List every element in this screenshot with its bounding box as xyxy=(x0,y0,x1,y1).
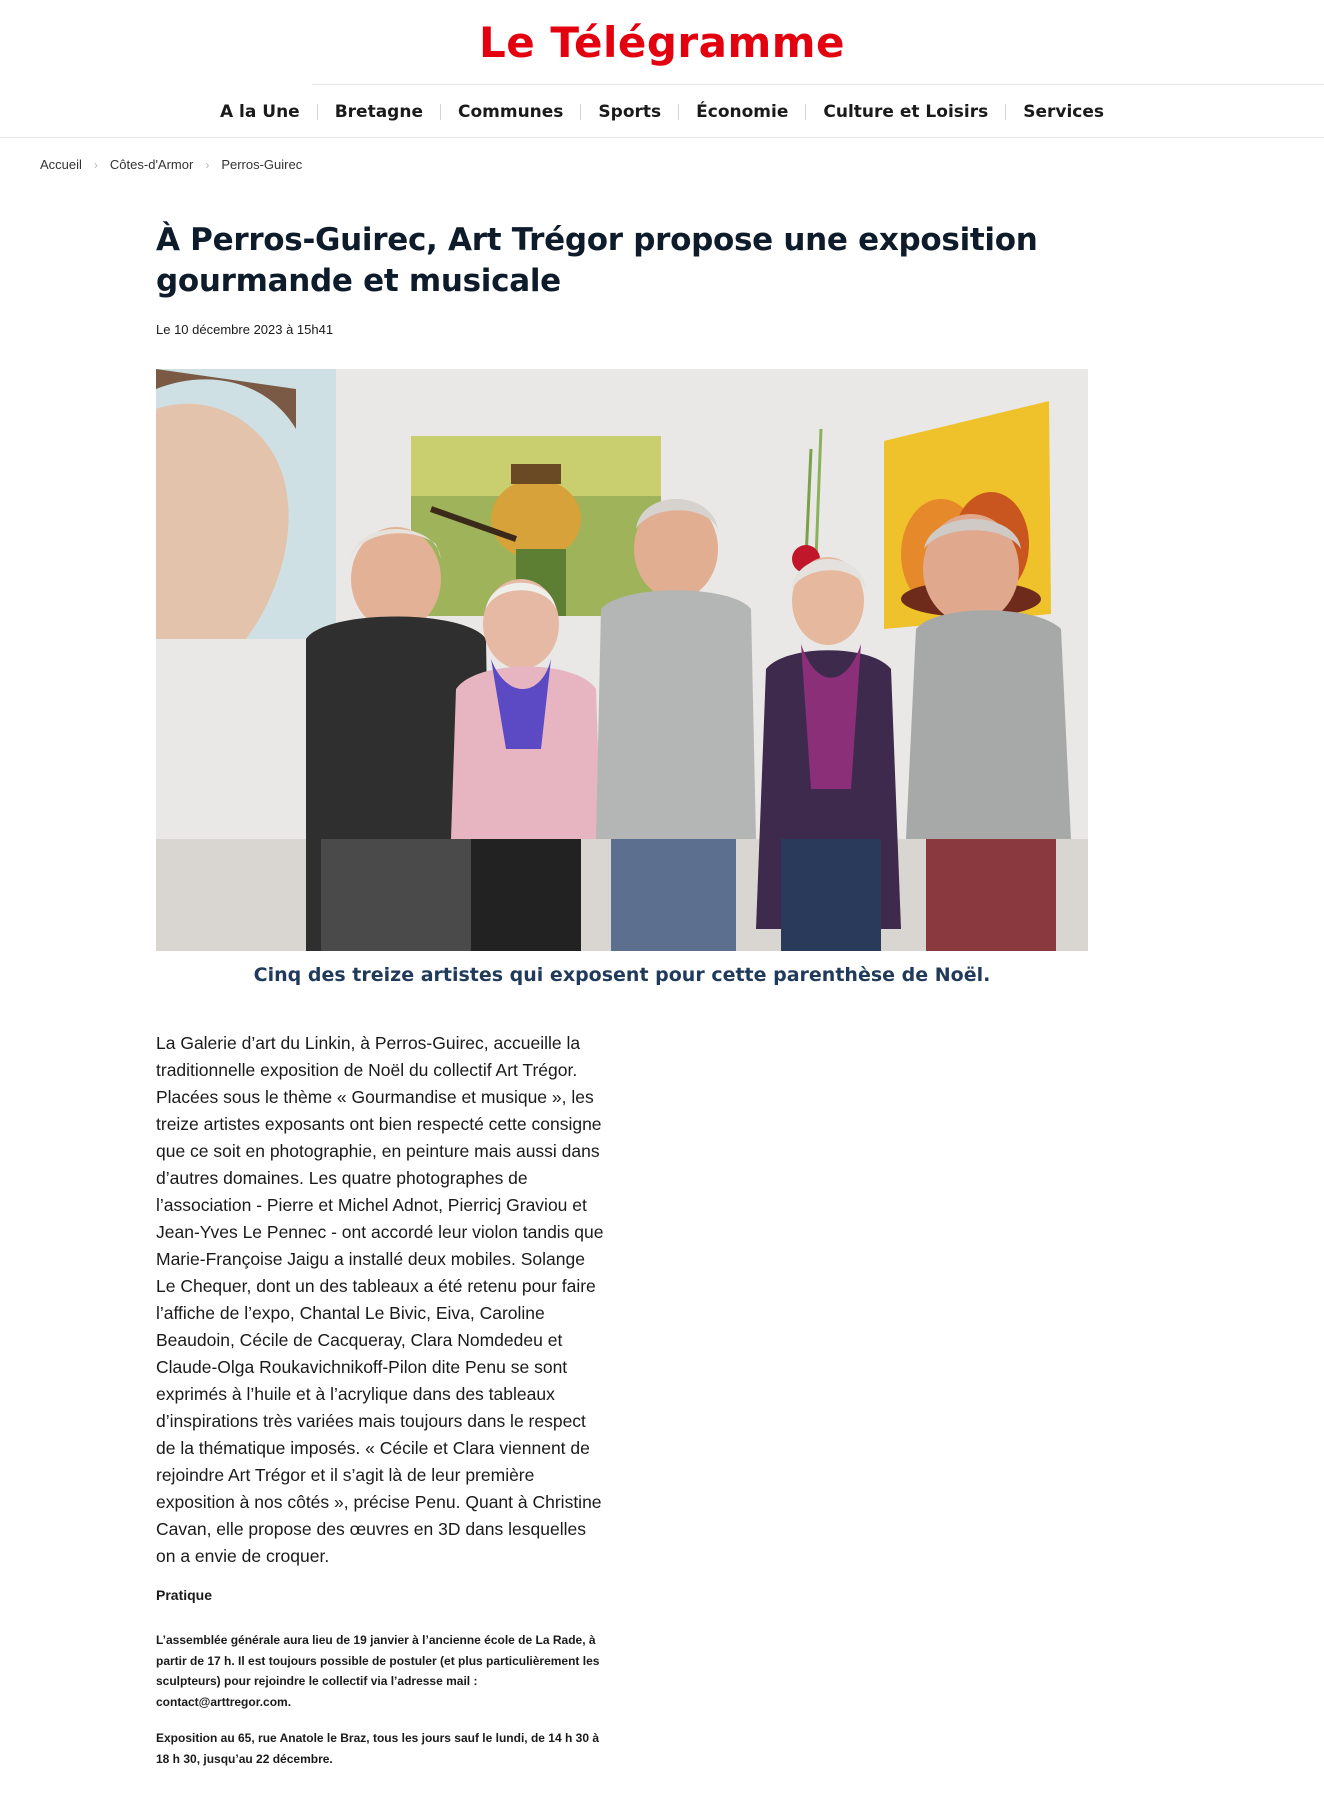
main-nav xyxy=(0,98,1324,126)
nav-item-bretagne[interactable]: Bretagne xyxy=(334,102,423,122)
pratique-paragraph-assemblee: L’assemblée générale aura lieu de 19 janvier à l’ancienne école de La Rade, à partir de 17 h. Il est toujours possible de postuler (et plus particulièrement les sculpteurs) pour rejoindre le collectif via l’adresse mail : contact@arttregor.com. xyxy=(156,1633,600,1709)
breadcrumb-cotes-d-armor[interactable]: Côtes-d'Armor xyxy=(109,157,194,172)
header-divider xyxy=(312,84,1324,85)
breadcrumb-accueil[interactable]: Accueil xyxy=(40,157,82,172)
chevron-right-icon: › xyxy=(205,157,210,172)
nav-item-culture-et-loisirs[interactable]: Culture et Loisirs xyxy=(823,102,989,122)
site-logo[interactable]: Le Télégramme xyxy=(479,18,845,67)
photo-caption: Cinq des treize artistes qui exposent pour cette parenthèse de Noël. xyxy=(253,964,991,986)
chevron-right-icon: › xyxy=(93,157,98,172)
nav-item-economie[interactable]: Économie xyxy=(696,102,789,122)
article-date: Le 10 décembre 2023 à 15h41 xyxy=(156,322,334,337)
article-photo[interactable] xyxy=(156,369,1088,951)
nav-item-sports[interactable]: Sports xyxy=(598,102,662,122)
nav-divider xyxy=(0,137,1324,138)
pratique-paragraph-exposition: Exposition au 65, rue Anatole le Braz, tous les jours sauf le lundi, de 14 h 30 à 18 h 30, jusqu’au 22 décembre. xyxy=(156,1731,600,1766)
breadcrumb-perros-guirec[interactable]: Perros-Guirec xyxy=(221,157,303,172)
nav-item-communes[interactable]: Communes xyxy=(457,102,564,122)
article-body xyxy=(156,1030,604,1769)
section-title-pratique: Pratique xyxy=(156,1587,213,1603)
nav-item-a-la-une[interactable]: A la Une xyxy=(219,102,300,122)
photo-illustration xyxy=(156,369,1088,951)
article-paragraph: La Galerie d’art du Linkin, à Perros-Guirec, accueille la traditionnelle exposition de Noël du collectif Art Trégor. Placées sous le thème « Gourmandise et musique », les treize artistes exposants ont bien respecté cette consigne que ce soit en photographie, en peinture mais aussi dans d’autres domaines. Les quatre photographes de l’association - Pierre et Michel Adnot, Pierricj Graviou et Jean-Yves Le Pennec - ont accordé leur violon tandis que Marie-Françoise Jaigu a installé deux mobiles. Solange Le Chequer, dont un des tableaux a été retenu pour faire l’affiche de l’expo, Chantal Le Bivic, Eiva, Caroline Beaudoin, Cécile de Cacqueray, Clara Nomdedeu et Claude-Olga Roukavichnikoff-Pilon dite Penu se sont exprimés à l’huile et à l’acrylique dans des tableaux d’inspirations très variées mais toujours dans le respect de la thématique imposés. « Cécile et Clara viennent de rejoindre Art Trégor et il s’agit là de leur première exposition à nos côtés », précise Penu. Quant à Christine Cavan, elle propose des œuvres en 3D dans lesquelles on a envie de croquer. xyxy=(156,1033,604,1566)
article-title: À Perros-Guirec, Art Trégor propose une exposition gourmande et musicale xyxy=(156,222,1038,299)
nav-item-services[interactable]: Services xyxy=(1023,102,1105,122)
article-header xyxy=(156,220,1156,337)
breadcrumb xyxy=(40,157,302,172)
